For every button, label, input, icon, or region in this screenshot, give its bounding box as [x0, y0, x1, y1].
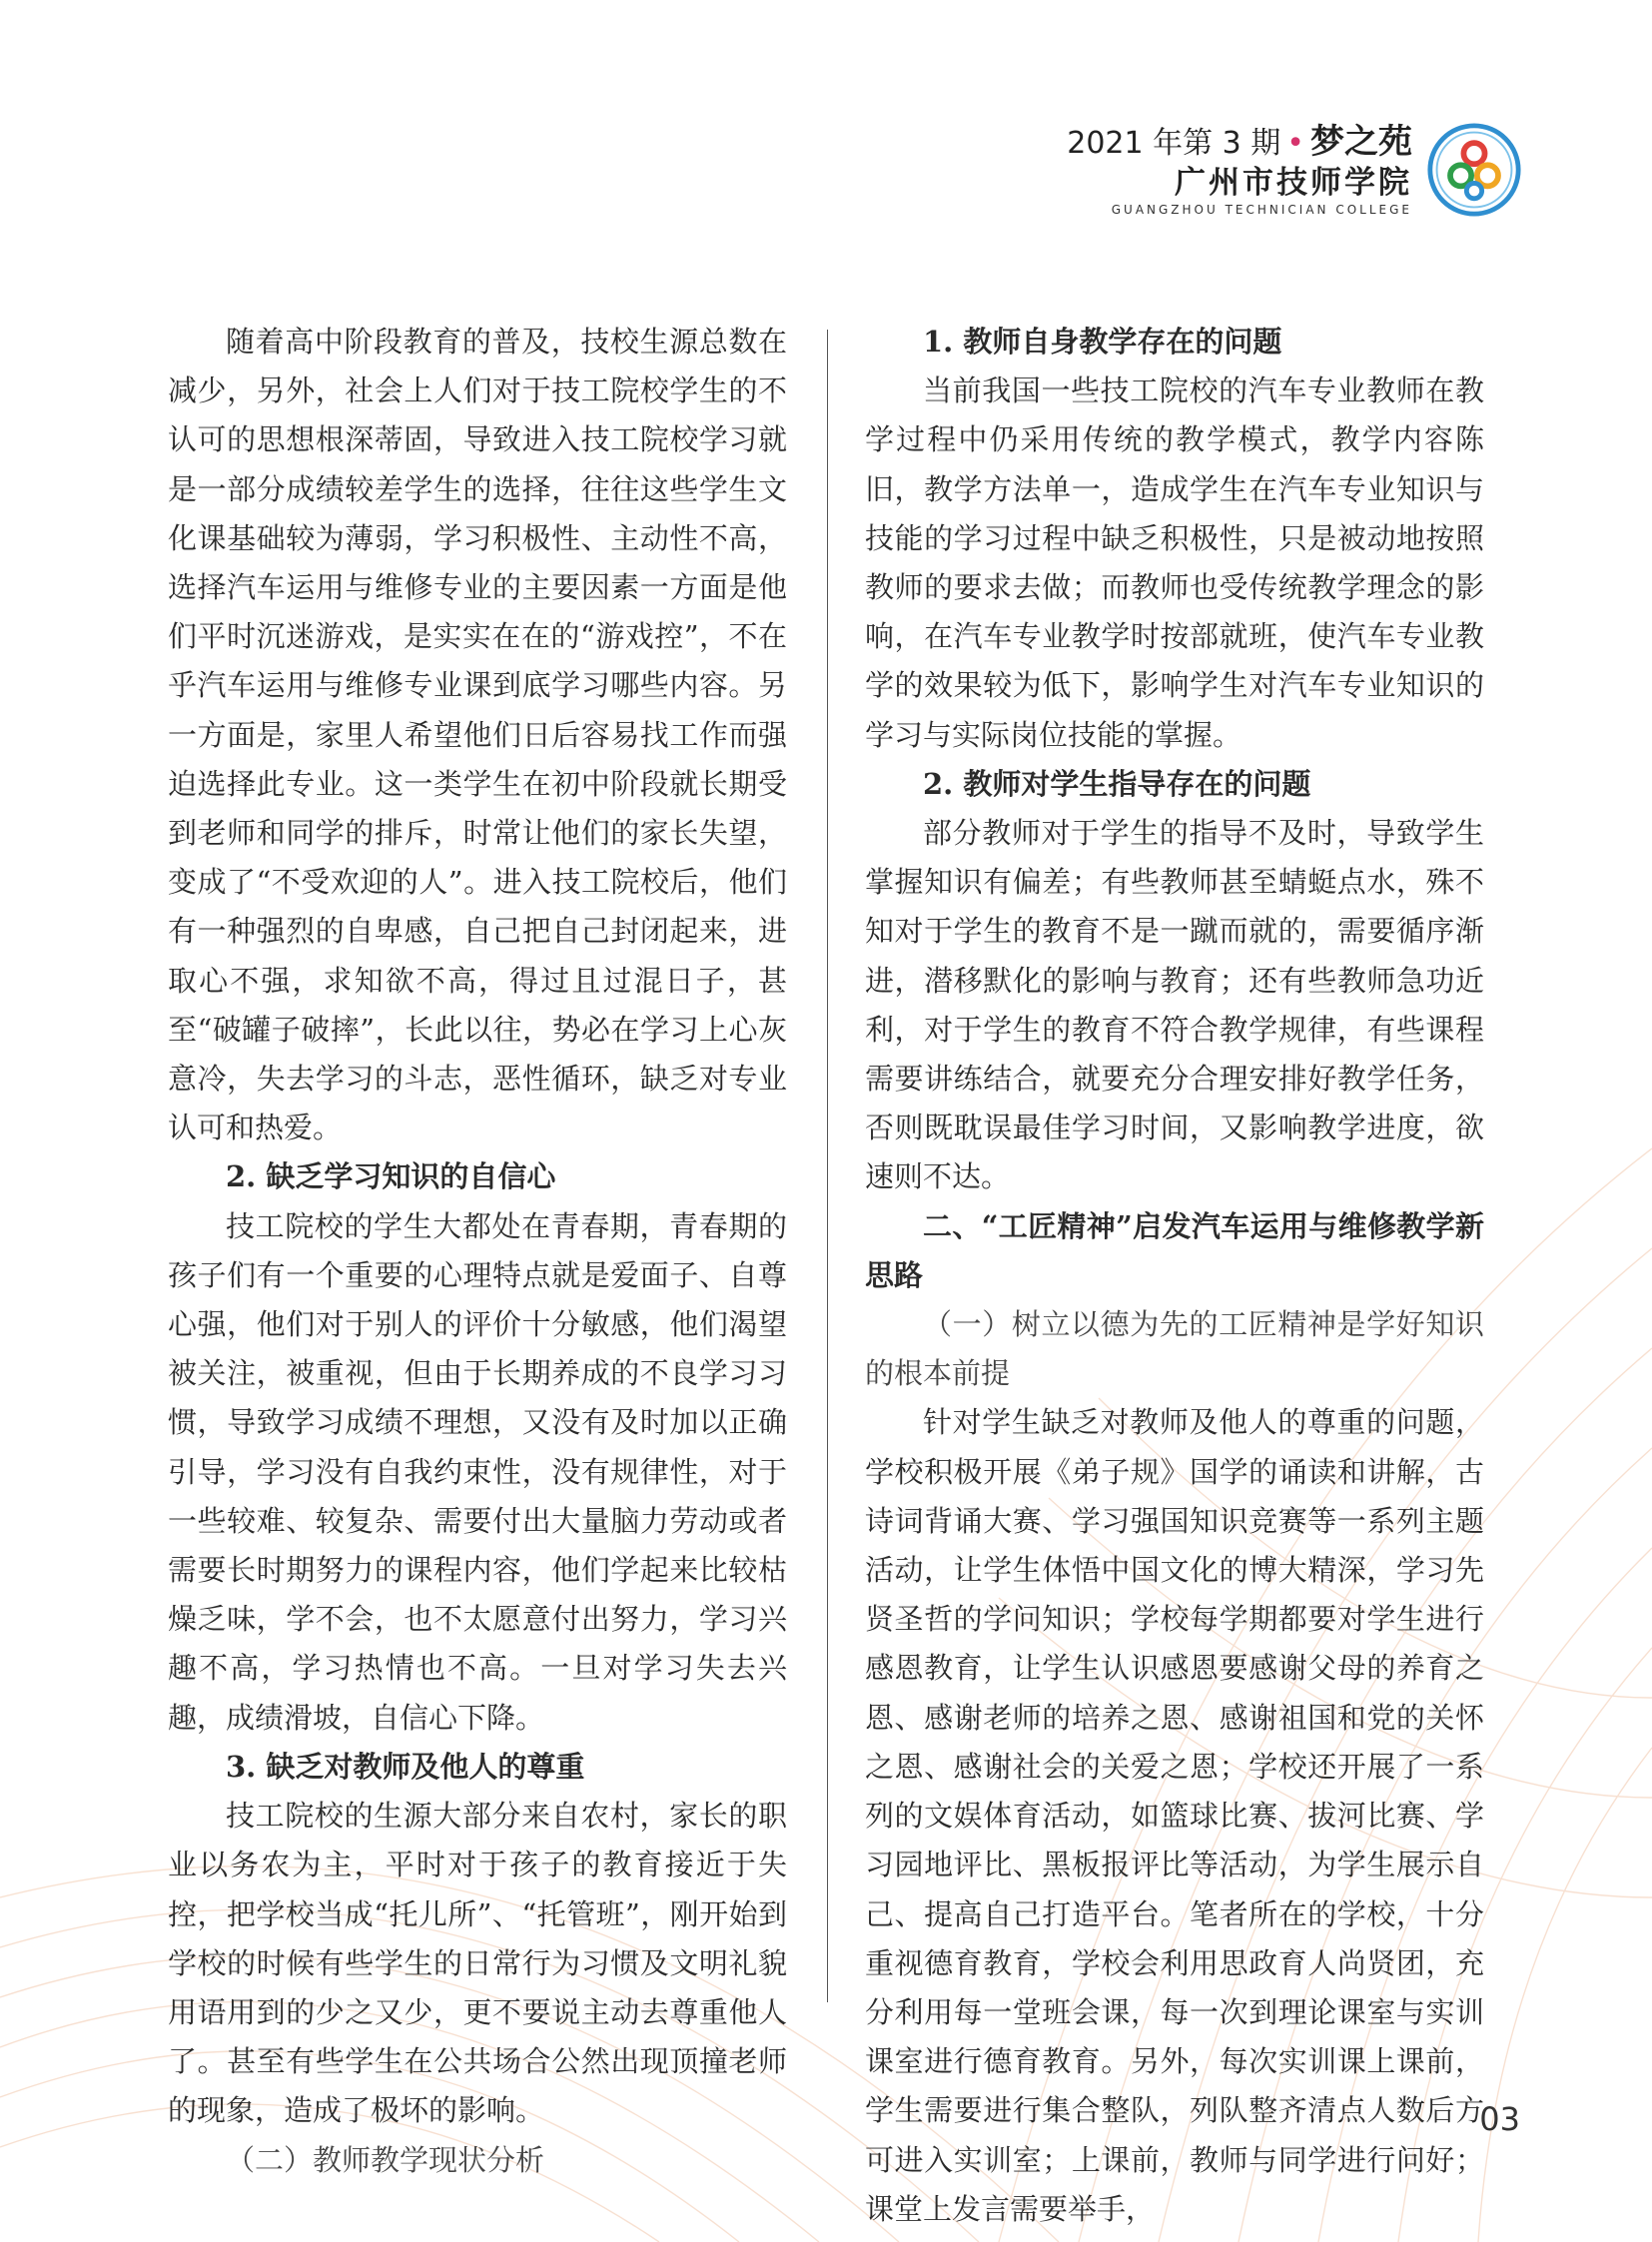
paragraph-body: 技工院校的学生大都处在青春期，青春期的孩子们有一个重要的心理特点就是爱面子、自尊心强，他们对于别人的评价十分敏感，他们渴望被关注，被重视，但由于长期养成的不良学习习惯，导致学习成绩不理想，又没有及时加以正确引导，学习没有自我约束性，没有规律性，对于一些较难、较复杂、需要付出大量脑力劳动或者需要长时期努力的课程内容，他们学起来比较枯燥乏味，学不会，也不太愿意付出努力，学习兴趣不高，学习热情也不高。一旦对学习失去兴趣，成绩滑坡，自信心下降。	[168, 1208, 787, 1735]
subsection-heading: （一）树立以德为先的工匠精神是学好知识的根本前提	[865, 1307, 1484, 1391]
college-name-en: GUANGZHOU TECHNICIAN COLLEGE	[1111, 203, 1412, 217]
issue-label: 2021 年第 3 期	[1067, 126, 1281, 161]
magazine-title: 梦之苑	[1310, 122, 1412, 162]
page-header	[1067, 122, 1522, 218]
subsection-heading: （二）教师教学现状分析	[226, 2142, 545, 2177]
page-number: 03	[1479, 2100, 1520, 2138]
college-name-cn: 广州市技师学院	[1175, 165, 1412, 201]
right-column	[865, 318, 1484, 2234]
paragraph-body: 技工院校的生源大部分来自农村，家长的职业以务农为主，平时对于孩子的教育接近于失控，把学校当成“托儿所”、“托管班”，刚开始到学校的时候有些学生的日常行为习惯及文明礼貌用语用到的少之又少，更不要说主动去尊重他人了。甚至有些学生在公共场合公然出现顶撞老师的现象，造成了极坏的影响。	[168, 1799, 787, 2128]
paragraph-body: 当前我国一些技工院校的汽车专业教师在教学过程中仍采用传统的教学模式，教学内容陈旧，教学方法单一，造成学生在汽车专业知识与技能的学习过程中缺乏积极性，只是被动地按照教师的要求去做；而教师也受传统教学理念的影响，在汽车专业教学时按部就班，使汽车专业教学的效果较为低下，影响学生对汽车专业知识的学习与实际岗位技能的掌握。	[865, 374, 1484, 752]
left-column	[168, 318, 787, 2185]
header-text	[1067, 122, 1412, 218]
separator-dot: •	[1286, 126, 1304, 161]
paragraph-body: 部分教师对于学生的指导不及时，导致学生掌握知识有偏差；有些教师甚至蜻蜓点水，殊不知对于学生的教育不是一蹴而就的，需要循序渐进，潜移默化的影响与教育；还有些教师急功近利，对于学生的教育不符合教学规律，有些课程需要讲练结合，就要充分合理安排好教学任务，否则既耽误最佳学习时间，又影响教学进度，欲速则不达。	[865, 816, 1484, 1194]
college-emblem-icon	[1426, 122, 1522, 218]
paragraph-body: 针对学生缺乏对教师及他人的尊重的问题，学校积极开展《弟子规》国学的诵读和讲解，古诗词背诵大赛、学习强国知识竞赛等一系列主题活动，让学生体悟中国文化的博大精深，学习先贤圣哲的学问知识；学校每学期都要对学生进行感恩教育，让学生认识感恩要感谢父母的养育之恩、感谢老师的培养之恩、感谢祖国和党的关怀之恩、感谢社会的关爱之恩；学校还开展了一系列的文娱体育活动，如篮球比赛、拔河比赛、学习园地评比、黑板报评比等活动，为学生展示自己、提高自己打造平台。笔者所在的学校，十分重视德育教育，学校会利用思政育人尚贤团，充分利用每一堂班会课，每一次到理论课室与实训课室进行德育教育。另外，每次实训课上课前，学生需要进行集合整队，列队整齐清点人数后方可进入实训室；上课前，教师与同学进行问好；课堂上发言需要举手，	[865, 1405, 1484, 2226]
paragraph-body: 随着高中阶段教育的普及，技校生源总数在减少，另外，社会上人们对于技工院校学生的不认可的思想根深蒂固，导致进入技工院校学习就是一部分成绩较差学生的选择，往往这些学生文化课基础较为薄弱，学习积极性、主动性不高，选择汽车运用与维修专业的主要因素一方面是他们平时沉迷游戏，是实实在在的“游戏控”，不在乎汽车运用与维修专业课到底学习哪些内容。另一方面是，家里人希望他们日后容易找工作而强迫选择此专业。这一类学生在初中阶段就长期受到老师和同学的排斥，时常让他们的家长失望，变成了“不受欢迎的人”。进入技工院校后，他们有一种强烈的自卑感，自己把自己封闭起来，进取心不强，求知欲不高，得过且过混日子，甚至“破罐子破摔”，长此以往，势必在学习上心灰意冷，失去学习的斗志，恶性循环，缺乏对专业认可和热爱。	[168, 325, 787, 1145]
section-heading: 3. 缺乏对教师及他人的尊重	[226, 1749, 585, 1784]
section-heading: 1. 教师自身教学存在的问题	[923, 325, 1282, 359]
issue-line	[1067, 122, 1412, 164]
chapter-heading: 二、“工匠精神”启发汽车运用与维修教学新思路	[865, 1208, 1484, 1292]
column-divider	[827, 330, 828, 2002]
section-heading: 2. 教师对学生指导存在的问题	[923, 766, 1311, 801]
section-heading: 2. 缺乏学习知识的自信心	[226, 1159, 556, 1194]
